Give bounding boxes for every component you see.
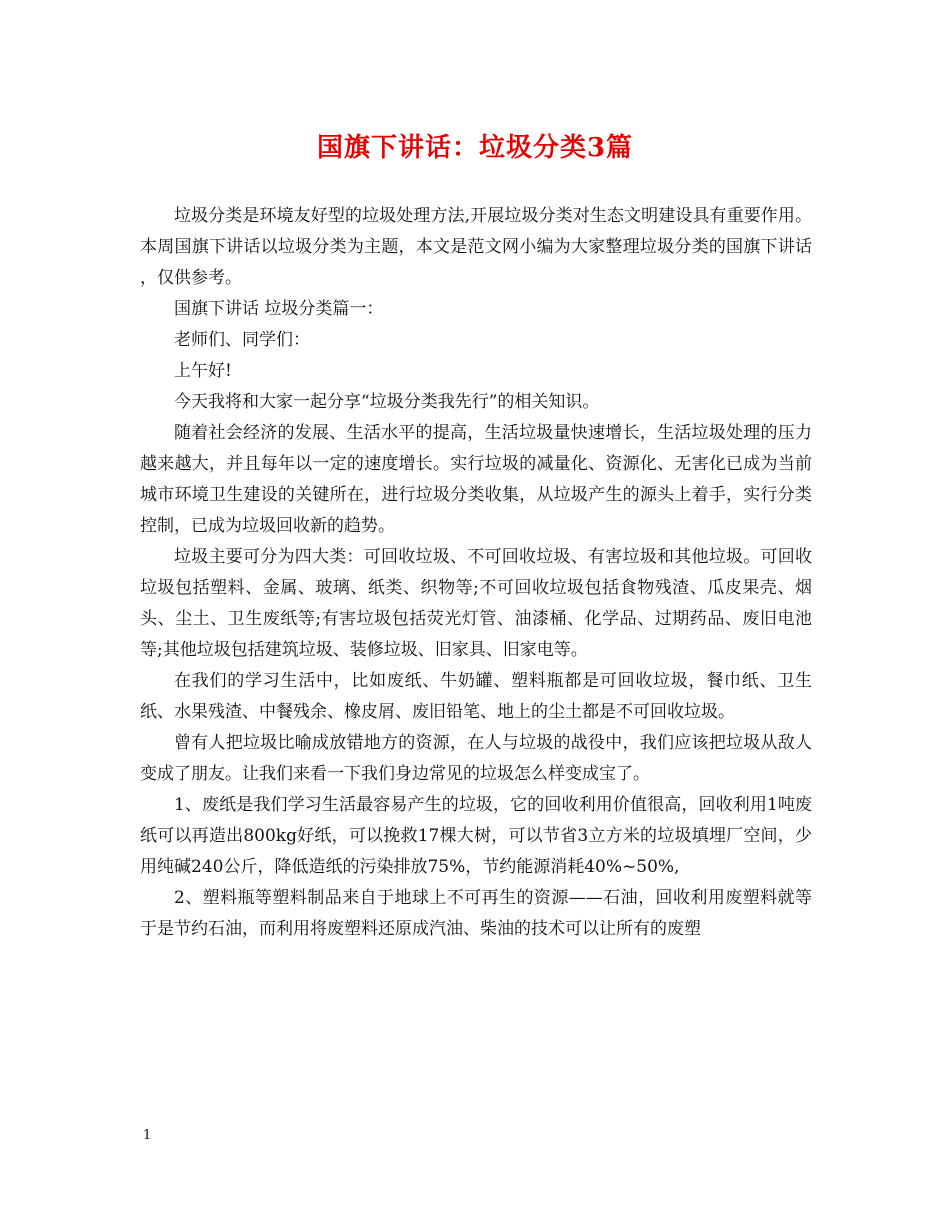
paragraph-intro: 垃圾分类是环境友好型的垃圾处理方法,开展垃圾分类对生态文明建设具有重要作用。本周国旗下讲话以垃圾分类为主题，本文是范文网小编为大家整理垃圾分类的国旗下讲话 ，仅供参考。 bbox=[140, 206, 812, 288]
paragraph-paper: 1、废纸是我们学习生活最容易产生的垃圾，它的回收利用价值很高，回收利用1吨废纸可以再造出800kg好纸，可以挽救17棵大树，可以节省3立方米的垃圾填埋厂空间，少用纯碱240公斤，降低造纸的污染排放75%，节约能源消耗40%~50%, bbox=[140, 795, 812, 877]
paragraph-section-heading: 国旗下讲话 垃圾分类篇一： bbox=[174, 299, 384, 319]
paragraph-background: 随着社会经济的发展、生活水平的提高，生活垃圾量快速增长，生活垃圾处理的压力越来越大，并且每年以一定的速度增长。实行垃圾的减量化、资源化、无害化已成为当前城市环境卫生建设的关键所在，进行垃圾分类收集，从垃圾产生的源头上着手，实行分类控制，已成为垃圾回收新的趋势。 bbox=[140, 423, 812, 536]
paragraph-salutation: 老师们、同学们： bbox=[174, 330, 310, 350]
document-title: 国旗下讲话：垃圾分类3篇 bbox=[316, 133, 634, 163]
paragraph-examples: 在我们的学习生活中，比如废纸、牛奶罐、塑料瓶都是可回收垃圾，餐巾纸、卫生纸、水果残渣、中餐残余、橡皮屑、废旧铅笔、地上的尘土都是不可回收垃圾。 bbox=[140, 671, 812, 722]
paragraph-resource: 曾有人把垃圾比喻成放错地方的资源，在人与垃圾的战役中，我们应该把垃圾从敌人变成了朋友。让我们来看一下我们身边常见的垃圾怎么样变成宝了。 bbox=[140, 733, 812, 784]
page-number: 1 bbox=[143, 1128, 152, 1143]
paragraph-topic: 今天我将和大家一起分享“垃圾分类我先行”的相关知识。 bbox=[174, 392, 600, 412]
paragraph-plastic: 2、塑料瓶等塑料制品来自于地球上不可再生的资源——石油，回收利用废塑料就等于是节约石油，而利用将废塑料还原成汽油、柴油的技术可以让所有的废塑 bbox=[140, 888, 812, 939]
paragraph-greeting: 上午好! bbox=[174, 361, 232, 381]
document-body bbox=[140, 201, 812, 945]
paragraph-categories: 垃圾主要可分为四大类：可回收垃圾、不可回收垃圾、有害垃圾和其他垃圾。可回收垃圾包括塑料、金属、玻璃、纸类、织物等;不可回收垃圾包括食物残渣、瓜皮果壳、烟头、尘土、卫生废纸等;有害垃圾包括荧光灯管、油漆桶、化学品、过期药品、废旧电池等;其他垃圾包括建筑垃圾、装修垃圾、旧家具、旧家电等。 bbox=[140, 547, 812, 660]
